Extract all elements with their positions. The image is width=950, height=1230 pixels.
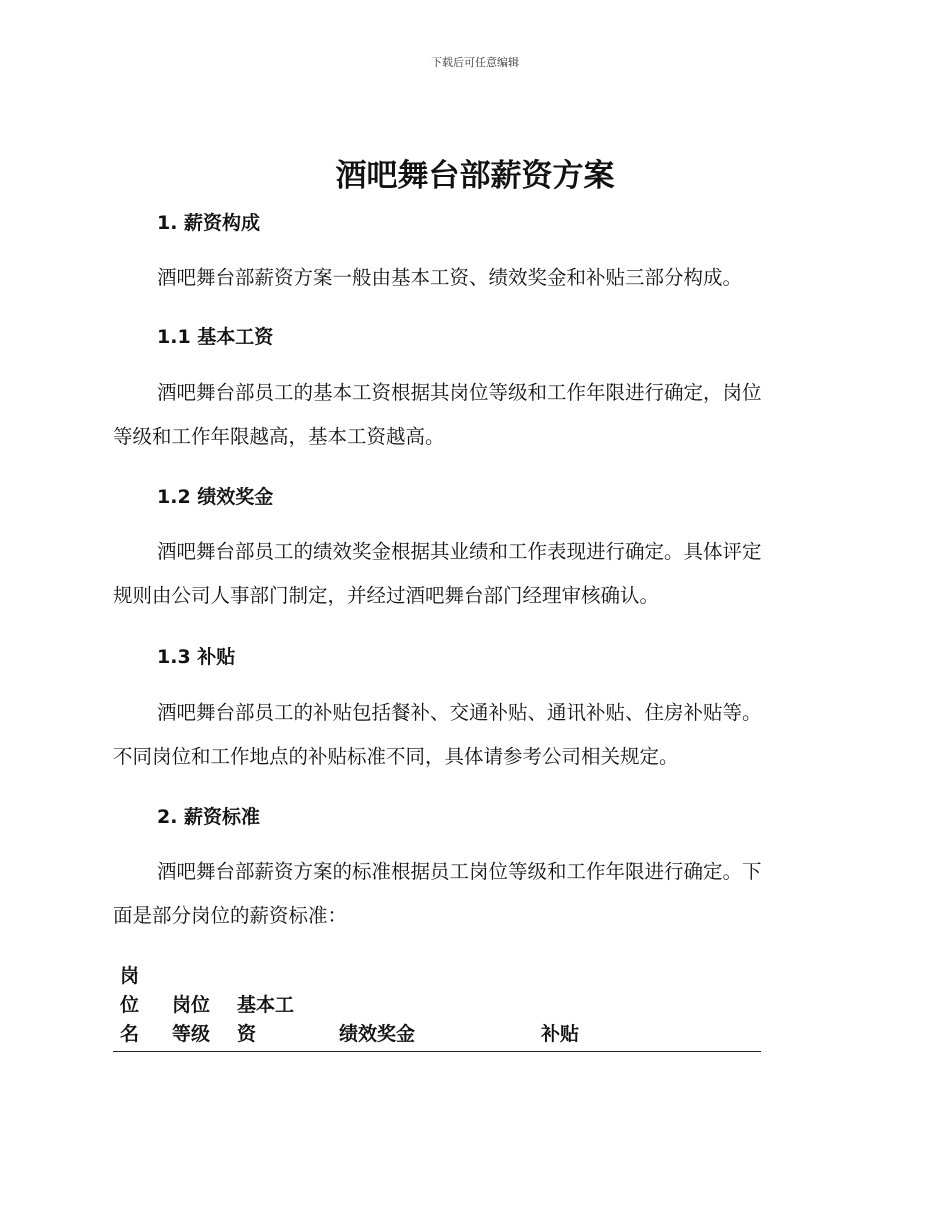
document-title: 酒吧舞台部薪资方案: [335, 158, 615, 194]
page-header-note: 下载后可任意编辑: [431, 56, 519, 69]
section-text-performance-bonus: 酒吧舞台部员工的绩效奖金根据其业绩和工作表现进行确定。具体评定 规则由公司人事部门制定，并经过酒吧舞台部门经理审核确认。: [113, 540, 762, 607]
table-header-allowance: 补贴: [534, 962, 761, 1052]
table-header-row: [113, 962, 761, 1052]
section-heading-performance-bonus: 1.2 绩效奖金: [157, 486, 274, 508]
section-heading-base-salary: 1.1 基本工资: [157, 326, 274, 348]
table-header-base-salary: 基本工 资: [230, 962, 332, 1052]
table-header-position-name: 岗 位 名: [113, 962, 165, 1052]
section-text-base-salary: 酒吧舞台部员工的基本工资根据其岗位等级和工作年限进行确定，岗位 等级和工作年限越高，基本工资越高。: [113, 381, 762, 448]
section-text-salary-standard: 酒吧舞台部薪资方案的标准根据员工岗位等级和工作年限进行确定。下 面是部分岗位的薪资标准：: [113, 860, 762, 927]
section-heading-salary-structure: 1. 薪资构成: [157, 212, 261, 234]
salary-standard-table: [113, 962, 761, 1052]
table-header-position-level: 岗位 等级: [165, 962, 230, 1052]
table-header-performance-bonus: 绩效奖金: [332, 962, 534, 1052]
section-text-salary-structure: 酒吧舞台部薪资方案一般由基本工资、绩效奖金和补贴三部分构成。: [157, 266, 743, 289]
section-heading-salary-standard: 2. 薪资标准: [157, 806, 261, 828]
section-text-allowance: 酒吧舞台部员工的补贴包括餐补、交通补贴、通讯补贴、住房补贴等。 不同岗位和工作地点的补贴标准不同，具体请参考公司相关规定。: [113, 701, 762, 768]
section-heading-allowance: 1.3 补贴: [157, 646, 236, 668]
